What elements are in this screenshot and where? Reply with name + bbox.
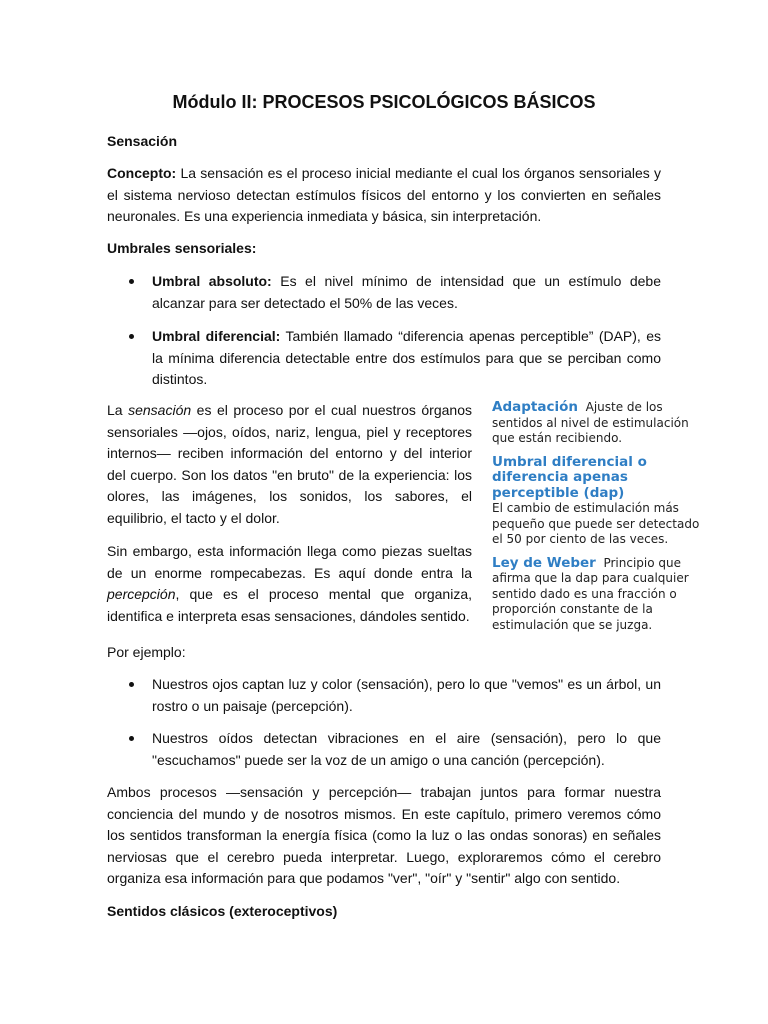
umbral-absoluto-label: Umbral absoluto: bbox=[152, 273, 272, 289]
glossary-entry bbox=[492, 455, 712, 548]
text-span: , que es el proceso mental que organiza, identifica e interpreta esas sensaciones, dándoles sentido. bbox=[107, 586, 472, 624]
glossary-entry bbox=[492, 400, 712, 447]
list-item bbox=[107, 326, 661, 391]
list-item: Nuestros oídos detectan vibraciones en el aire (sensación), pero lo que "escuchamos" puede ser la voz de un amigo o una canción (percepción). bbox=[107, 728, 661, 771]
ambos-paragraph: Ambos procesos —sensación y percepción— trabajan juntos para formar nuestra conciencia del mundo y de nosotros mismos. En este capítulo, primero veremos cómo los sentidos transforman la energía física (como la luz o las ondas sonoras) en señales nerviosas que el cerebro pueda interpretar. Luego, exploraremos cómo el cerebro organiza esa información para que podamos "ver", "oír" y "sentir" algo con sentido. bbox=[107, 784, 661, 886]
section-heading-sensacion: Sensación bbox=[107, 133, 178, 149]
umbral-diferencial-label: Umbral diferencial: bbox=[152, 328, 281, 344]
text-span: La bbox=[107, 402, 129, 418]
glossary-sidebar bbox=[492, 400, 712, 641]
glossary-definition: Principio que afirma que la dap para cualquier sentido dado es una fracción o proporción constante de la estimulación que se juzga. bbox=[492, 555, 689, 632]
ejemplos-list bbox=[107, 674, 661, 771]
concepto-text: La sensación es el proceso inicial mediante el cual los órganos sensoriales y el sistema nervioso detectan estímulos físicos del entorno y los convierten en señales neuronales. Es una experiencia inmediata y básica, sin interpretación. bbox=[107, 165, 661, 224]
glossary-term: Adaptación bbox=[492, 399, 578, 415]
list-item: Nuestros ojos captan luz y color (sensación), pero lo que "vemos" es un árbol, un rostro o un paisaje (percepción). bbox=[107, 674, 661, 717]
emphasis-percepcion: percepción bbox=[107, 586, 176, 602]
percepcion-paragraph bbox=[107, 541, 472, 627]
umbrales-list bbox=[107, 271, 661, 391]
section-heading-sentidos: Sentidos clásicos (exteroceptivos) bbox=[107, 903, 338, 919]
glossary-entry bbox=[492, 556, 712, 634]
concepto-paragraph bbox=[107, 163, 661, 228]
umbral-absoluto-text: Es el nivel mínimo de intensidad que un estímulo debe alcanzar para ser detectado el 50% de las veces. bbox=[152, 273, 661, 311]
umbral-diferencial-text: También llamado “diferencia apenas perceptible” (DAP), es la mínima diferencia detectable entre dos estímulos para que se perciban como distintos. bbox=[152, 328, 661, 387]
list-item bbox=[107, 271, 661, 314]
glossary-definition: El cambio de estimulación más pequeño que puede ser detectado el 50 por ciento de las veces. bbox=[492, 501, 700, 546]
glossary-definition: Ajuste de los sentidos al nivel de estimulación que están recibiendo. bbox=[492, 400, 689, 445]
glossary-term: Umbral diferencial o diferencia apenas perceptible (dap) bbox=[492, 453, 647, 501]
ejemplo-heading: Por ejemplo: bbox=[107, 644, 186, 660]
glossary-term: Ley de Weber bbox=[492, 554, 596, 571]
emphasis-sensacion: sensación bbox=[128, 402, 192, 418]
page-title: Módulo II: PROCESOS PSICOLÓGICOS BÁSICOS bbox=[172, 92, 596, 112]
text-span: es el proceso por el cual nuestros órganos sensoriales —ojos, oídos, nariz, lengua, piel y receptores internos— reciben información del entorno y del interior del cuerpo. Son los datos "en bruto" de la experiencia: los olores, las imágenes, los sonidos, los sabores, el equilibrio, el tacto y el dolor. bbox=[107, 402, 472, 526]
text-span: Sin embargo, esta información llega como piezas sueltas de un enorme rompecabezas. Es aquí donde entra la bbox=[107, 543, 472, 581]
sensacion-paragraph bbox=[107, 400, 472, 529]
umbrales-heading: Umbrales sensoriales: bbox=[107, 240, 257, 256]
concepto-label: Concepto: bbox=[107, 165, 177, 181]
